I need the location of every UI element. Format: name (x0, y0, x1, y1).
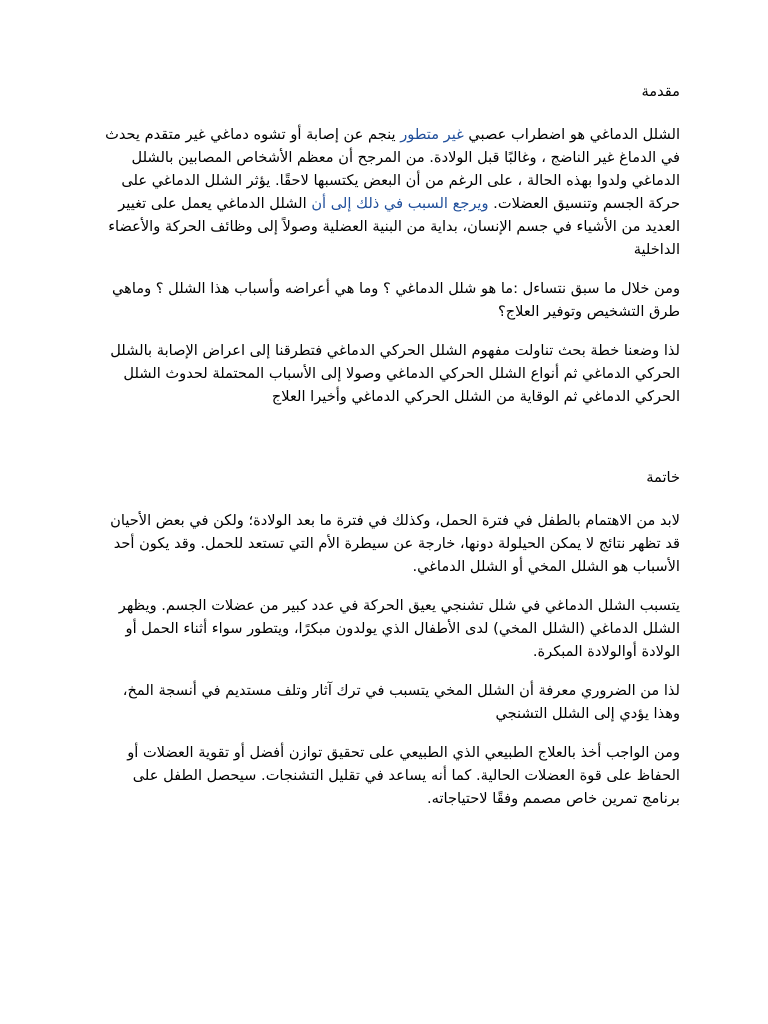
conclusion-paragraph-1: لابد من الاهتمام بالطفل في فترة الحمل، وكذلك في فترة ما بعد الولادة؛ ولكن في بعض الأحيان قد تظهر نتائج لا يمكن الحيلولة دونها، خارجة عن سيطرة الأم التي تستعد للحمل. وقد يكون أحد الأسباب هو الشلل المخي أو الشلل الدماغي. (110, 512, 680, 575)
conclusion-paragraph-3: لذا من الضروري معرفة أن الشلل المخي يتسبب في ترك آثار وتلف مستديم في أنسجة المخ، وهذا يؤدي إلى الشلل التشنجي (122, 682, 680, 722)
intro-p1-highlight-2: ويرجع السبب في ذلك إلى أن (311, 195, 489, 212)
intro-p1-text-a: الشلل الدماغي هو اضطراب عصبي (463, 126, 680, 143)
document-page (96, 80, 680, 826)
conclusion-paragraph-2: يتسبب الشلل الدماغي في شلل تشنجي يعيق الحركة في عدد كبير من عضلات الجسم. ويظهر الشلل الدماغي (الشلل المخي) لدى الأطفال الذي يولدون مبكرًا، ويتطور سواء أثناء الحمل أو الولادة أوالولادة المبكرة. (118, 597, 680, 660)
intro-heading: مقدمة (641, 83, 680, 100)
intro-p1-text-e: الشلل الدماغي يعمل على تغيير العديد من الأشياء في جسم الإنسان، بداية من البنية العضلية وصولاً إلى وظائف الحركة والأعضاء الداخلية (108, 195, 680, 258)
intro-paragraph-1 (96, 123, 680, 261)
conclusion-heading: خاتمة (646, 469, 680, 486)
section-spacer (96, 424, 680, 466)
intro-paragraph-3: لذا وضعنا خطة بحث تناولت مفهوم الشلل الحركي الدماغي فتطرقنا إلى اعراض الإصابة بالشلل الحركي الدماغي ثم أنواع الشلل الحركي الدماغي وصولا إلى الأسباب المحتملة لحدوث الشلل الحركي الدماغي ثم الوقاية من الشلل الحركي الدماغي وأخيرا العلاج (110, 342, 680, 405)
intro-p1-text-c: ينجم عن إصابة أو تشوه دماغي غير متقدم يحدث في الدماغ غير الناضج ، وغالبًا قبل الولادة. من المرجح أن معظم الأشخاص المصابين بالشلل الدماغي ولدوا بهذه الحالة ، على الرغم من أن البعض يكتسبها لاحقًا. يؤثر الشلل الدماغي على حركة الجسم وتنسيق العضلات. (105, 126, 680, 212)
conclusion-paragraph-4: ومن الواجب أخذ بالعلاج الطبيعي الذي الطبيعي على تحقيق توازن أفضل أو تقوية العضلات أو الحفاظ على قوة العضلات الحالية. كما أنه يساعد في تقليل التشنجات. سيحصل الطفل على برنامج تمرين خاص مصمم وفقًا لاحتياجاته. (127, 744, 680, 807)
intro-p1-highlight-1: غير متطور (400, 126, 464, 143)
intro-paragraph-2: ومن خلال ما سبق نتساءل :ما هو شلل الدماغي ؟ وما هي أعراضه وأسباب هذا الشلل ؟ وماهي طرق التشخيص وتوفير العلاج؟ (111, 280, 680, 320)
